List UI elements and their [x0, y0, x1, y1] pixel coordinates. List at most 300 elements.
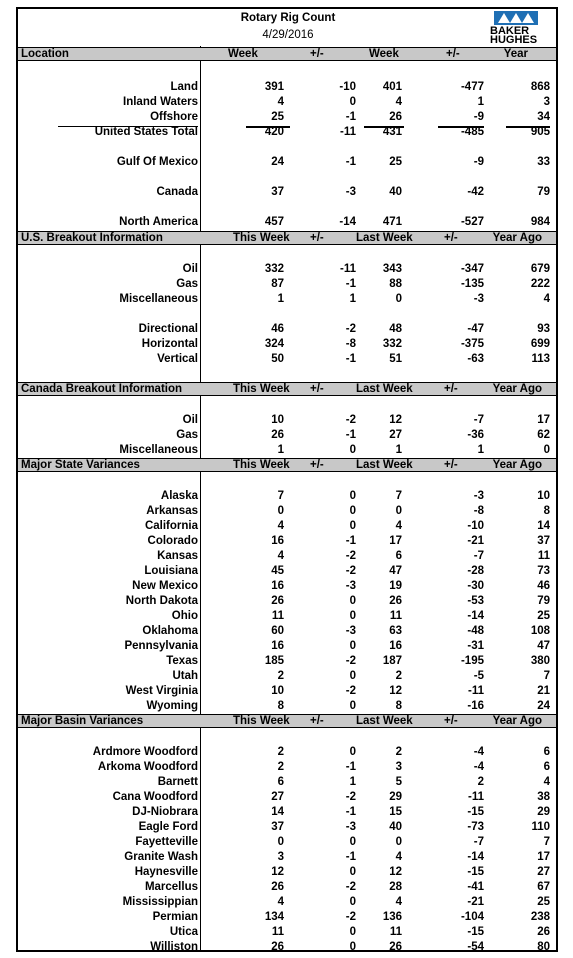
cell-value: 11 — [389, 926, 402, 938]
cell-value: -1 — [345, 535, 356, 547]
row-label: Offshore — [150, 111, 198, 123]
table-row — [18, 699, 556, 714]
row-label: Permian — [152, 911, 198, 923]
cell-value: 87 — [271, 278, 284, 290]
cell-value: 46 — [537, 580, 550, 592]
cell-value: 0 — [349, 670, 356, 682]
row-label: Haynesville — [134, 866, 198, 878]
table-row — [18, 549, 556, 564]
table-row — [18, 925, 556, 940]
table-row — [18, 639, 556, 654]
total-underline — [246, 126, 290, 128]
row-label: Oklahoma — [142, 625, 198, 637]
row-label: New Mexico — [132, 580, 198, 592]
cell-value: -1 — [345, 278, 356, 290]
cell-value: 29 — [389, 791, 402, 803]
column-header: Year — [503, 48, 528, 60]
cell-value: 26 — [271, 429, 284, 441]
cell-value: 51 — [389, 353, 402, 365]
cell-value: -3 — [345, 580, 356, 592]
table-row — [18, 880, 556, 895]
cell-value: 1 — [277, 293, 284, 305]
cell-value: 34 — [537, 111, 550, 123]
total-underline — [58, 126, 198, 128]
column-header: +/- — [446, 48, 460, 60]
column-header: +/- — [444, 232, 458, 244]
cell-value: 28 — [389, 881, 402, 893]
cell-value: 4 — [395, 851, 402, 863]
cell-value: -3 — [345, 625, 356, 637]
row-label: West Virginia — [125, 685, 198, 697]
cell-value: -1 — [345, 156, 356, 168]
table-row — [18, 489, 556, 504]
cell-value: 2 — [277, 761, 284, 773]
cell-value: 16 — [271, 640, 284, 652]
section-header-location — [18, 47, 556, 61]
cell-value: 27 — [271, 791, 284, 803]
row-label: Alaska — [160, 490, 198, 502]
cell-value: 11 — [537, 550, 550, 562]
cell-value: -15 — [467, 926, 484, 938]
cell-value: 6 — [543, 746, 550, 758]
cell-value: 11 — [389, 610, 402, 622]
cell-value: 37 — [271, 821, 284, 833]
column-header: This Week — [233, 383, 290, 395]
cell-value: 0 — [349, 444, 356, 456]
row-label: Ohio — [171, 610, 198, 622]
cell-value: 27 — [537, 866, 550, 878]
cell-value: 37 — [537, 535, 550, 547]
row-label: Marcellus — [144, 881, 198, 893]
row-label: Oil — [182, 263, 198, 275]
cell-value: 0 — [349, 866, 356, 878]
cell-value: 4 — [277, 520, 284, 532]
cell-value: 21 — [537, 685, 550, 697]
cell-value: 380 — [530, 655, 550, 667]
logo-text-baker: BAKER — [490, 25, 530, 37]
cell-value: 136 — [382, 911, 402, 923]
cell-value: 5 — [395, 776, 402, 788]
cell-value: 45 — [271, 565, 284, 577]
cell-value: -14 — [467, 610, 484, 622]
cell-value: 4 — [277, 96, 284, 108]
cell-value: -42 — [467, 186, 484, 198]
cell-value: -5 — [473, 670, 484, 682]
cell-value: -48 — [467, 625, 484, 637]
cell-value: -8 — [473, 505, 484, 517]
cell-value: 93 — [537, 323, 550, 335]
column-header: This Week — [233, 232, 290, 244]
row-label: Gas — [176, 429, 198, 441]
table-row — [18, 322, 556, 337]
cell-value: 19 — [389, 580, 402, 592]
cell-value: 185 — [264, 655, 284, 667]
cell-value: 12 — [389, 685, 402, 697]
table-row — [18, 850, 556, 865]
cell-value: -28 — [467, 565, 484, 577]
cell-value: 6 — [395, 550, 402, 562]
cell-value: 4 — [277, 550, 284, 562]
table-row — [18, 594, 556, 609]
cell-value: -3 — [473, 293, 484, 305]
cell-value: -31 — [467, 640, 484, 652]
cell-value: 14 — [271, 806, 284, 818]
cell-value: 1 — [277, 444, 284, 456]
cell-value: 10 — [271, 414, 284, 426]
section-header-basin-variances — [18, 714, 556, 728]
table-row — [18, 760, 556, 775]
row-label: California — [144, 520, 198, 532]
cell-value: 24 — [271, 156, 284, 168]
row-label: Canada — [156, 186, 198, 198]
cell-value: 67 — [537, 881, 550, 893]
cell-value: 26 — [271, 595, 284, 607]
cell-value: -1 — [345, 353, 356, 365]
row-label: Vertical — [157, 353, 198, 365]
table-row — [18, 292, 556, 307]
column-header: Year Ago — [492, 232, 542, 244]
cell-value: 1 — [395, 444, 402, 456]
cell-value: 3 — [543, 96, 550, 108]
cell-value: -63 — [467, 353, 484, 365]
table-row — [18, 895, 556, 910]
row-label: Fayetteville — [135, 836, 198, 848]
total-underline — [438, 126, 484, 128]
row-label: DJ-Niobrara — [132, 806, 198, 818]
table-row — [18, 609, 556, 624]
section-title: U.S. Breakout Information — [21, 232, 163, 244]
row-label: Pennsylvania — [124, 640, 198, 652]
cell-value: -7 — [473, 550, 484, 562]
cell-value: -10 — [467, 520, 484, 532]
column-header: This Week — [233, 715, 290, 727]
cell-value: 4 — [395, 896, 402, 908]
table-row — [18, 654, 556, 669]
cell-value: -2 — [345, 655, 356, 667]
row-label: Utica — [169, 926, 198, 938]
cell-value: 401 — [382, 81, 402, 93]
section-header-us-breakout — [18, 231, 556, 245]
cell-value: 12 — [389, 414, 402, 426]
cell-value: -477 — [460, 81, 484, 93]
table-row — [18, 534, 556, 549]
baker-hughes-logo — [488, 11, 544, 45]
cell-value: 16 — [271, 535, 284, 547]
section-header-canada-breakout — [18, 382, 556, 396]
row-label: Gas — [176, 278, 198, 290]
cell-value: 1 — [477, 96, 484, 108]
cell-value: -2 — [345, 911, 356, 923]
cell-value: -36 — [467, 429, 484, 441]
cell-value: -10 — [339, 81, 356, 93]
table-row — [18, 110, 556, 125]
cell-value: 4 — [543, 776, 550, 788]
column-header: +/- — [310, 383, 324, 395]
cell-value: 48 — [389, 323, 402, 335]
table-row — [18, 745, 556, 760]
cell-value: 0 — [349, 640, 356, 652]
cell-value: 679 — [530, 263, 550, 275]
cell-value: -7 — [473, 836, 484, 848]
table-row — [18, 80, 556, 95]
cell-value: 12 — [271, 866, 284, 878]
cell-value: 0 — [543, 444, 550, 456]
cell-value: 471 — [382, 216, 402, 228]
total-underline — [364, 126, 404, 128]
row-label: Texas — [166, 655, 198, 667]
row-label: Inland Waters — [123, 96, 198, 108]
column-header: Week — [369, 48, 399, 60]
cell-value: 0 — [395, 505, 402, 517]
row-label: Granite Wash — [124, 851, 198, 863]
cell-value: 4 — [277, 896, 284, 908]
cell-value: -1 — [345, 429, 356, 441]
cell-value: -135 — [460, 278, 484, 290]
cell-value: 47 — [537, 640, 550, 652]
row-label: Gulf Of Mexico — [116, 156, 198, 168]
table-row — [18, 820, 556, 835]
cell-value: 24 — [537, 700, 550, 712]
section-title: Canada Breakout Information — [21, 383, 183, 395]
cell-value: 16 — [271, 580, 284, 592]
column-header: Year Ago — [492, 459, 542, 471]
cell-value: 7 — [277, 490, 284, 502]
cell-value: 40 — [389, 186, 402, 198]
cell-value: 1 — [349, 776, 356, 788]
cell-value: -9 — [473, 156, 484, 168]
row-label: Eagle Ford — [138, 821, 198, 833]
section-title: Major State Variances — [21, 459, 140, 471]
cell-value: -3 — [345, 821, 356, 833]
cell-value: 4 — [395, 96, 402, 108]
cell-value: 40 — [389, 821, 402, 833]
cell-value: -11 — [468, 685, 484, 697]
table-row — [18, 262, 556, 277]
cell-value: -21 — [467, 896, 484, 908]
column-header: Week — [228, 48, 258, 60]
cell-value: 88 — [389, 278, 402, 290]
row-label: Directional — [138, 323, 198, 335]
cell-value: 37 — [271, 186, 284, 198]
column-header: +/- — [310, 48, 324, 60]
row-label: Louisiana — [144, 565, 198, 577]
row-label: Cana Woodford — [112, 791, 198, 803]
cell-value: 0 — [349, 595, 356, 607]
report-title: Rotary Rig Count — [240, 12, 336, 24]
cell-value: -21 — [467, 535, 484, 547]
cell-value: 0 — [277, 836, 284, 848]
cell-value: 33 — [537, 156, 550, 168]
cell-value: -8 — [345, 338, 356, 350]
cell-value: 0 — [349, 520, 356, 532]
cell-value: 8 — [543, 505, 550, 517]
cell-value: 7 — [395, 490, 402, 502]
cell-value: 0 — [349, 505, 356, 517]
cell-value: -1 — [345, 806, 356, 818]
cell-value: 25 — [389, 156, 402, 168]
cell-value: 63 — [389, 625, 402, 637]
cell-value: -4 — [473, 761, 484, 773]
cell-value: -15 — [467, 806, 484, 818]
table-row — [18, 564, 556, 579]
cell-value: -3 — [473, 490, 484, 502]
cell-value: 27 — [389, 429, 402, 441]
row-label: Wyoming — [146, 700, 198, 712]
cell-value: 15 — [389, 806, 402, 818]
cell-value: -54 — [467, 941, 484, 953]
cell-value: -347 — [460, 263, 484, 275]
column-header: +/- — [310, 715, 324, 727]
table-row — [18, 443, 556, 458]
cell-value: 324 — [264, 338, 284, 350]
table-row — [18, 624, 556, 639]
cell-value: 0 — [349, 941, 356, 953]
table-row — [18, 865, 556, 880]
column-header: This Week — [233, 459, 290, 471]
cell-value: 17 — [537, 851, 550, 863]
row-label: Utah — [172, 670, 198, 682]
cell-value: 4 — [543, 293, 550, 305]
cell-value: 29 — [537, 806, 550, 818]
cell-value: 38 — [537, 791, 550, 803]
column-header: +/- — [444, 383, 458, 395]
cell-value: 0 — [349, 700, 356, 712]
table-row — [18, 519, 556, 534]
table-row — [18, 790, 556, 805]
table-row — [18, 337, 556, 352]
table-row — [18, 940, 556, 955]
cell-value: 60 — [271, 625, 284, 637]
cell-value: 8 — [277, 700, 284, 712]
row-label: Colorado — [147, 535, 198, 547]
cell-value: 11 — [271, 610, 284, 622]
logo-text-hughes: HUGHES — [490, 34, 538, 46]
row-label: Williston — [150, 941, 198, 953]
cell-value: -485 — [460, 126, 484, 138]
cell-value: 420 — [264, 126, 284, 138]
cell-value: -9 — [473, 111, 484, 123]
cell-value: -47 — [467, 323, 484, 335]
cell-value: 3 — [277, 851, 284, 863]
cell-value: -104 — [460, 911, 484, 923]
cell-value: -7 — [473, 414, 484, 426]
cell-value: 80 — [537, 941, 550, 953]
cell-value: -16 — [467, 700, 484, 712]
column-header: Year Ago — [492, 715, 542, 727]
cell-value: 0 — [395, 293, 402, 305]
table-row — [18, 579, 556, 594]
cell-value: 134 — [264, 911, 284, 923]
cell-value: 47 — [389, 565, 402, 577]
cell-value: 2 — [277, 746, 284, 758]
table-row — [18, 428, 556, 443]
cell-value: 699 — [530, 338, 550, 350]
cell-value: -11 — [340, 263, 356, 275]
cell-value: 222 — [530, 278, 550, 290]
column-header: Year Ago — [492, 383, 542, 395]
table-row — [18, 835, 556, 850]
cell-value: 113 — [531, 353, 550, 365]
cell-value: 46 — [271, 323, 284, 335]
cell-value: -14 — [339, 216, 356, 228]
cell-value: 868 — [530, 81, 550, 93]
cell-value: 4 — [395, 520, 402, 532]
cell-value: 0 — [349, 490, 356, 502]
table-row — [18, 504, 556, 519]
cell-value: 1 — [477, 444, 484, 456]
cell-value: 6 — [277, 776, 284, 788]
table-row — [18, 185, 556, 200]
cell-value: 10 — [271, 685, 284, 697]
row-label: Ardmore Woodford — [92, 746, 198, 758]
cell-value: 0 — [349, 610, 356, 622]
cell-value: -2 — [345, 685, 356, 697]
row-label: Mississippian — [122, 896, 198, 908]
cell-value: 2 — [477, 776, 484, 788]
cell-value: -1 — [345, 851, 356, 863]
cell-value: 110 — [531, 821, 550, 833]
cell-value: 1 — [349, 293, 356, 305]
cell-value: 79 — [537, 595, 550, 607]
cell-value: -11 — [340, 126, 356, 138]
total-underline — [506, 126, 550, 128]
cell-value: -375 — [460, 338, 484, 350]
cell-value: 0 — [349, 896, 356, 908]
cell-value: 73 — [537, 565, 550, 577]
cell-value: 0 — [349, 836, 356, 848]
table-row — [18, 95, 556, 110]
cell-value: 457 — [264, 216, 284, 228]
logo-mark-icon — [494, 11, 538, 25]
cell-value: -527 — [460, 216, 484, 228]
cell-value: 108 — [530, 625, 550, 637]
cell-value: -4 — [473, 746, 484, 758]
cell-value: 17 — [537, 414, 550, 426]
row-label: Arkansas — [146, 505, 198, 517]
cell-value: -14 — [467, 851, 484, 863]
cell-value: 984 — [530, 216, 550, 228]
row-label: United States Total — [94, 126, 198, 138]
cell-value: 2 — [277, 670, 284, 682]
cell-value: 12 — [389, 866, 402, 878]
cell-value: 26 — [537, 926, 550, 938]
cell-value: 26 — [389, 941, 402, 953]
cell-value: -3 — [345, 186, 356, 198]
row-label: Arkoma Woodford — [97, 761, 198, 773]
cell-value: -73 — [467, 821, 484, 833]
cell-value: 50 — [271, 353, 284, 365]
row-label: Horizontal — [141, 338, 198, 350]
cell-value: 905 — [530, 126, 550, 138]
cell-value: 26 — [389, 595, 402, 607]
cell-value: 391 — [264, 81, 284, 93]
cell-value: 26 — [271, 881, 284, 893]
row-label: Barnett — [157, 776, 198, 788]
table-row — [18, 215, 556, 230]
cell-value: 8 — [395, 700, 402, 712]
cell-value: -2 — [345, 881, 356, 893]
cell-value: 7 — [543, 670, 550, 682]
report-date: 4/29/2016 — [262, 29, 314, 41]
cell-value: -1 — [345, 111, 356, 123]
column-header: Last Week — [356, 459, 413, 471]
cell-value: -53 — [467, 595, 484, 607]
cell-value: 343 — [382, 263, 402, 275]
column-header: Last Week — [356, 232, 413, 244]
table-row — [18, 413, 556, 428]
section-header-state-variances — [18, 458, 556, 472]
cell-value: 0 — [349, 746, 356, 758]
